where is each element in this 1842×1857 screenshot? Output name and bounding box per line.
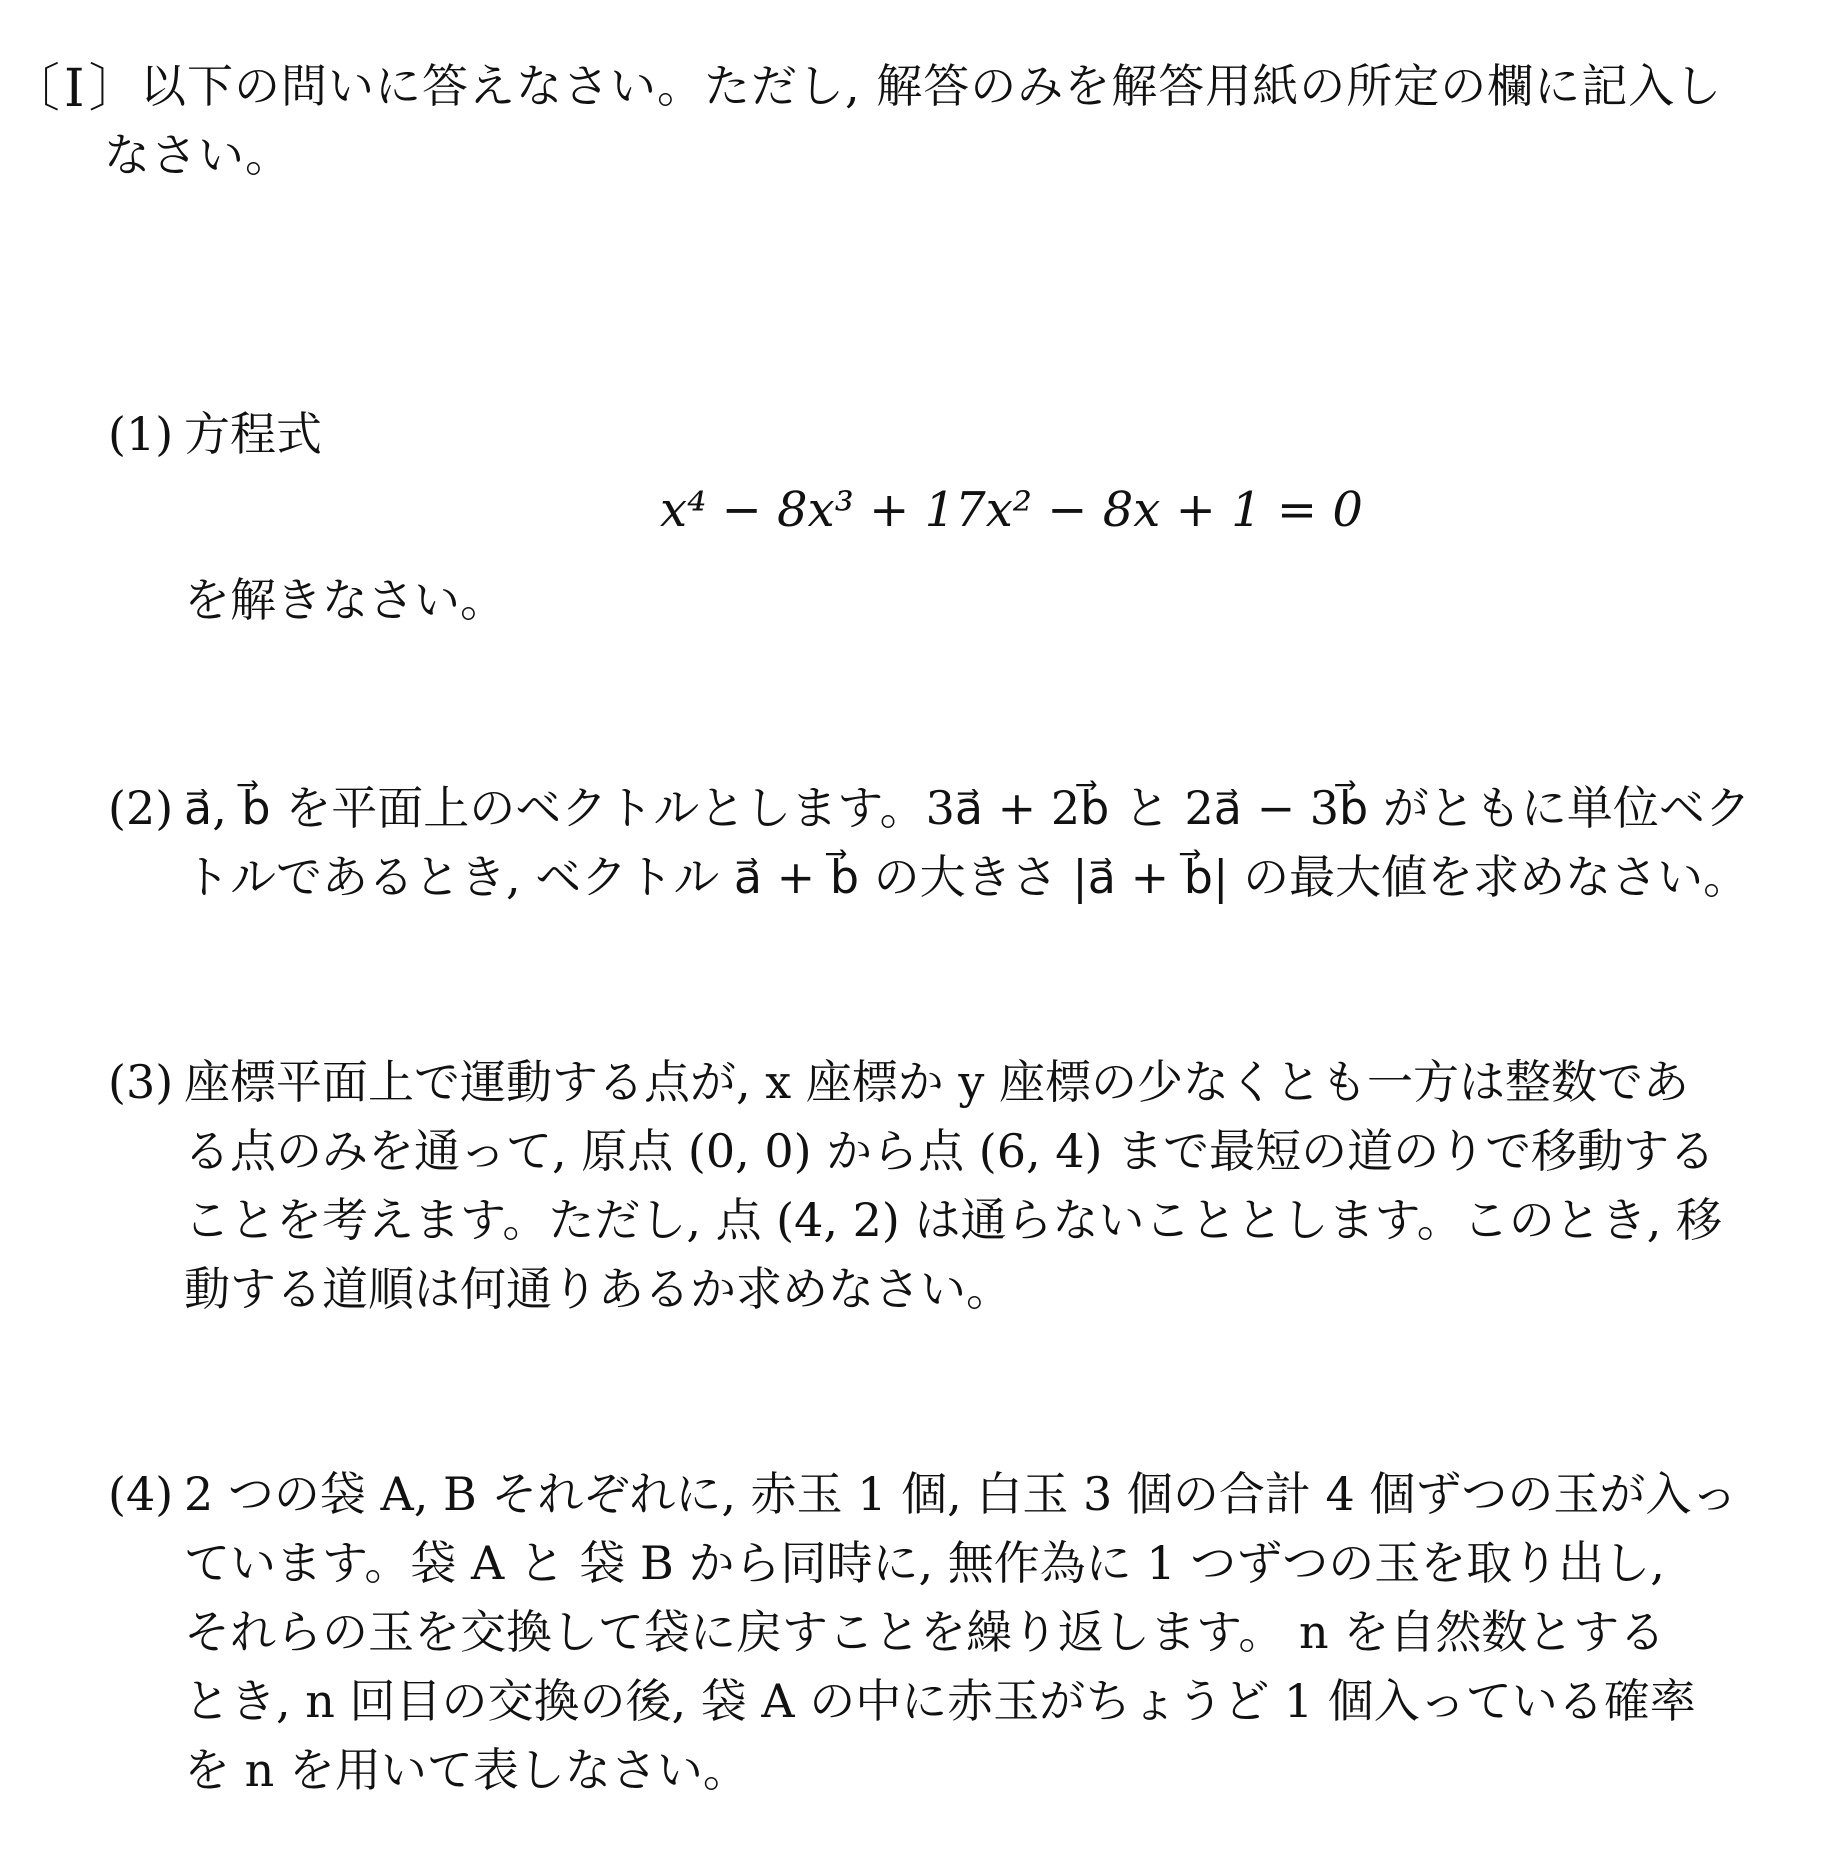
instructions-line-2: なさい。: [104, 128, 292, 182]
question-1-instruction: [108, 566, 1798, 635]
instructions-line-1: 以下の問いに答えなさい。ただし, 解答のみを解答用紙の所定の欄に記入し: [140, 59, 1723, 113]
question-text-line: を n を用いて表しなさい。: [184, 1743, 749, 1797]
question-text-line: 2 つの袋 A, B それぞれに, 赤玉 1 個, 白玉 3 個の合計 4 個ずつの玉が入っ: [184, 1467, 1738, 1521]
question-number: (1): [108, 407, 174, 461]
question-text-line: を解きなさい。: [184, 573, 506, 627]
instructions: [104, 52, 1780, 190]
question-4: [108, 1460, 1798, 1805]
question-text-line: る点のみを通って, 原点 (0, 0) から点 (6, 4) まで最短の道のりで移動する: [184, 1124, 1716, 1178]
question-text-line: 動する道順は何通りあるか求めなさい。: [184, 1262, 1012, 1316]
question-text-line: 方程式: [184, 407, 322, 461]
question-text-line: それらの玉を交換して袋に戻すことを繰り返します。 n を自然数とする: [184, 1605, 1666, 1659]
question-number: (2): [108, 781, 174, 835]
question-2: [108, 774, 1798, 912]
question-text-line: a⃗, b⃗ を平面上のベクトルとします。3a⃗ + 2b⃗ と 2a⃗ − 3b⃗ がともに単位ベク: [184, 781, 1751, 835]
question-text-line: ています。袋 A と 袋 B から同時に, 無作為に 1 つずつの玉を取り出し,: [184, 1536, 1665, 1590]
question-number: (3): [108, 1055, 174, 1109]
question-text-line: トルであるとき, ベクトル a⃗ + b⃗ の大きさ |a⃗ + b⃗| の最大値を求めなさい。: [184, 850, 1750, 904]
quartic-equation: x⁴ − 8x³ + 17x² − 8x + 1 = 0: [660, 482, 1363, 538]
question-1: [108, 400, 1798, 469]
section-label: 〔Ⅰ〕: [8, 59, 145, 119]
question-text-line: ことを考えます。ただし, 点 (4, 2) は通らないこととします。このとき, 移: [184, 1193, 1723, 1247]
question-number: (4): [108, 1467, 174, 1521]
question-3: [108, 1048, 1798, 1324]
question-text-line: 座標平面上で運動する点が, x 座標か y 座標の少なくとも一方は整数であ: [184, 1055, 1690, 1109]
question-text-line: とき, n 回目の交換の後, 袋 A の中に赤玉がちょうど 1 個入っている確率: [184, 1674, 1696, 1728]
